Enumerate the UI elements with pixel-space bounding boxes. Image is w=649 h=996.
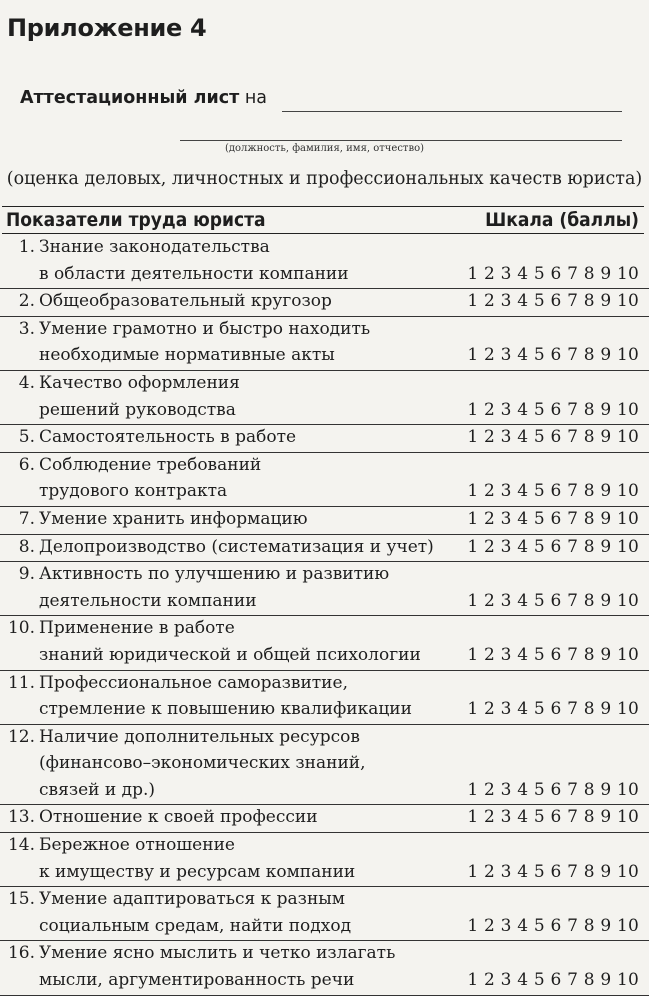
criteria-text: деятельности компании	[39, 590, 257, 611]
attestation-title	[20, 88, 267, 108]
rating-scale: 1 2 3 4 5 6 7 8 9 10	[467, 481, 639, 502]
column-header-indicators: Показатели труда юриста	[6, 209, 266, 231]
criteria-text: Применение в работе	[39, 618, 235, 639]
attestation-title-text: Аттестационный лист	[20, 88, 240, 108]
rating-scale: 1 2 3 4 5 6 7 8 9 10	[467, 399, 639, 420]
criteria-row	[0, 833, 649, 887]
criteria-number: 2.	[18, 291, 35, 312]
attestation-suffix: на	[244, 88, 267, 108]
criteria-text: Профессиональное саморазвитие,	[39, 672, 348, 693]
criteria-row	[0, 671, 649, 725]
criteria-row	[0, 425, 649, 453]
criteria-number: 10.	[7, 618, 35, 639]
criteria-row	[0, 941, 649, 995]
table-header-rule	[2, 233, 644, 234]
criteria-row	[0, 562, 649, 616]
rating-scale: 1 2 3 4 5 6 7 8 9 10	[467, 345, 639, 366]
criteria-text: мысли, аргументированность речи	[39, 970, 355, 991]
criteria-text: Активность по улучшению и развитию	[39, 564, 390, 585]
criteria-number: 1.	[18, 237, 35, 257]
criteria-row	[0, 235, 649, 289]
criteria-number: 14.	[7, 835, 35, 856]
column-header-scale: Шкала (баллы)	[485, 209, 639, 231]
criteria-number: 16.	[7, 943, 35, 964]
criteria-number: 9.	[18, 564, 35, 585]
criteria-row	[0, 507, 649, 535]
fill-in-line-1	[282, 111, 622, 112]
criteria-text: Общеобразовательный кругозор	[39, 291, 332, 312]
fill-in-line-2	[180, 140, 622, 141]
rating-scale: 1 2 3 4 5 6 7 8 9 10	[467, 915, 639, 936]
criteria-number: 3.	[18, 318, 35, 339]
criteria-number: 7.	[18, 508, 35, 529]
criteria-text: Делопроизводство (систематизация и учет)	[39, 536, 434, 557]
criteria-text: необходимые нормативные акты	[39, 345, 335, 366]
criteria-text: Умение адаптироваться к разным	[39, 889, 346, 910]
document-subtitle: (оценка деловых, личностных и профессиональных качеств юриста)	[6, 169, 643, 189]
criteria-text: к имуществу и ресурсам компании	[39, 861, 356, 882]
criteria-text: знаний юридической и общей психологии	[39, 644, 421, 665]
criteria-text: трудового контракта	[39, 481, 228, 502]
criteria-number: 5.	[18, 427, 35, 448]
criteria-number: 15.	[7, 889, 35, 910]
rating-scale: 1 2 3 4 5 6 7 8 9 10	[467, 807, 639, 828]
rating-scale: 1 2 3 4 5 6 7 8 9 10	[467, 861, 639, 882]
rating-scale: 1 2 3 4 5 6 7 8 9 10	[467, 970, 639, 991]
criteria-row	[0, 887, 649, 941]
criteria-text: (финансово–экономических знаний,	[39, 753, 366, 774]
criteria-text: Наличие дополнительных ресурсов	[39, 726, 360, 747]
table-top-rule	[2, 206, 644, 207]
criteria-text: Умение грамотно и быстро находить	[39, 318, 371, 339]
criteria-row	[0, 371, 649, 425]
criteria-number: 12.	[7, 726, 35, 747]
criteria-row	[0, 805, 649, 833]
rating-scale: 1 2 3 4 5 6 7 8 9 10	[467, 699, 639, 720]
criteria-row	[0, 317, 649, 371]
criteria-text: Умение хранить информацию	[39, 508, 308, 529]
criteria-row	[0, 289, 649, 317]
appendix-heading: Приложение 4	[7, 14, 207, 42]
criteria-text: Отношение к своей профессии	[39, 807, 318, 828]
rating-scale: 1 2 3 4 5 6 7 8 9 10	[467, 291, 639, 312]
criteria-text: Знание законодательства	[39, 237, 270, 257]
criteria-number: 13.	[7, 807, 35, 828]
criteria-text: социальным средам, найти подход	[39, 915, 352, 936]
criteria-row	[0, 453, 649, 507]
rating-scale: 1 2 3 4 5 6 7 8 9 10	[467, 263, 639, 284]
criteria-text: Умение ясно мыслить и четко излагать	[39, 943, 396, 964]
criteria-row	[0, 616, 649, 670]
criteria-text: стремление к повышению квалификации	[39, 699, 412, 720]
criteria-table	[0, 235, 649, 996]
rating-scale: 1 2 3 4 5 6 7 8 9 10	[467, 427, 639, 448]
criteria-text: Качество оформления	[39, 372, 240, 393]
criteria-text: Самостоятельность в работе	[39, 427, 297, 448]
rating-scale: 1 2 3 4 5 6 7 8 9 10	[467, 508, 639, 529]
criteria-number: 11.	[7, 672, 35, 693]
criteria-text: в области деятельности компании	[39, 263, 349, 284]
criteria-text: Соблюдение требований	[39, 454, 262, 475]
rating-scale: 1 2 3 4 5 6 7 8 9 10	[467, 644, 639, 665]
criteria-number: 6.	[18, 454, 35, 475]
criteria-text: Бережное отношение	[39, 835, 235, 856]
criteria-text: решений руководства	[39, 399, 236, 420]
fill-in-caption: (должность, фамилия, имя, отчество)	[224, 143, 425, 154]
rating-scale: 1 2 3 4 5 6 7 8 9 10	[467, 590, 639, 611]
rating-scale: 1 2 3 4 5 6 7 8 9 10	[467, 536, 639, 557]
criteria-text: связей и др.)	[39, 779, 156, 800]
criteria-row	[0, 535, 649, 563]
criteria-number: 8.	[18, 536, 35, 557]
criteria-number: 4.	[18, 372, 35, 393]
criteria-row	[0, 725, 649, 806]
rating-scale: 1 2 3 4 5 6 7 8 9 10	[467, 779, 639, 800]
